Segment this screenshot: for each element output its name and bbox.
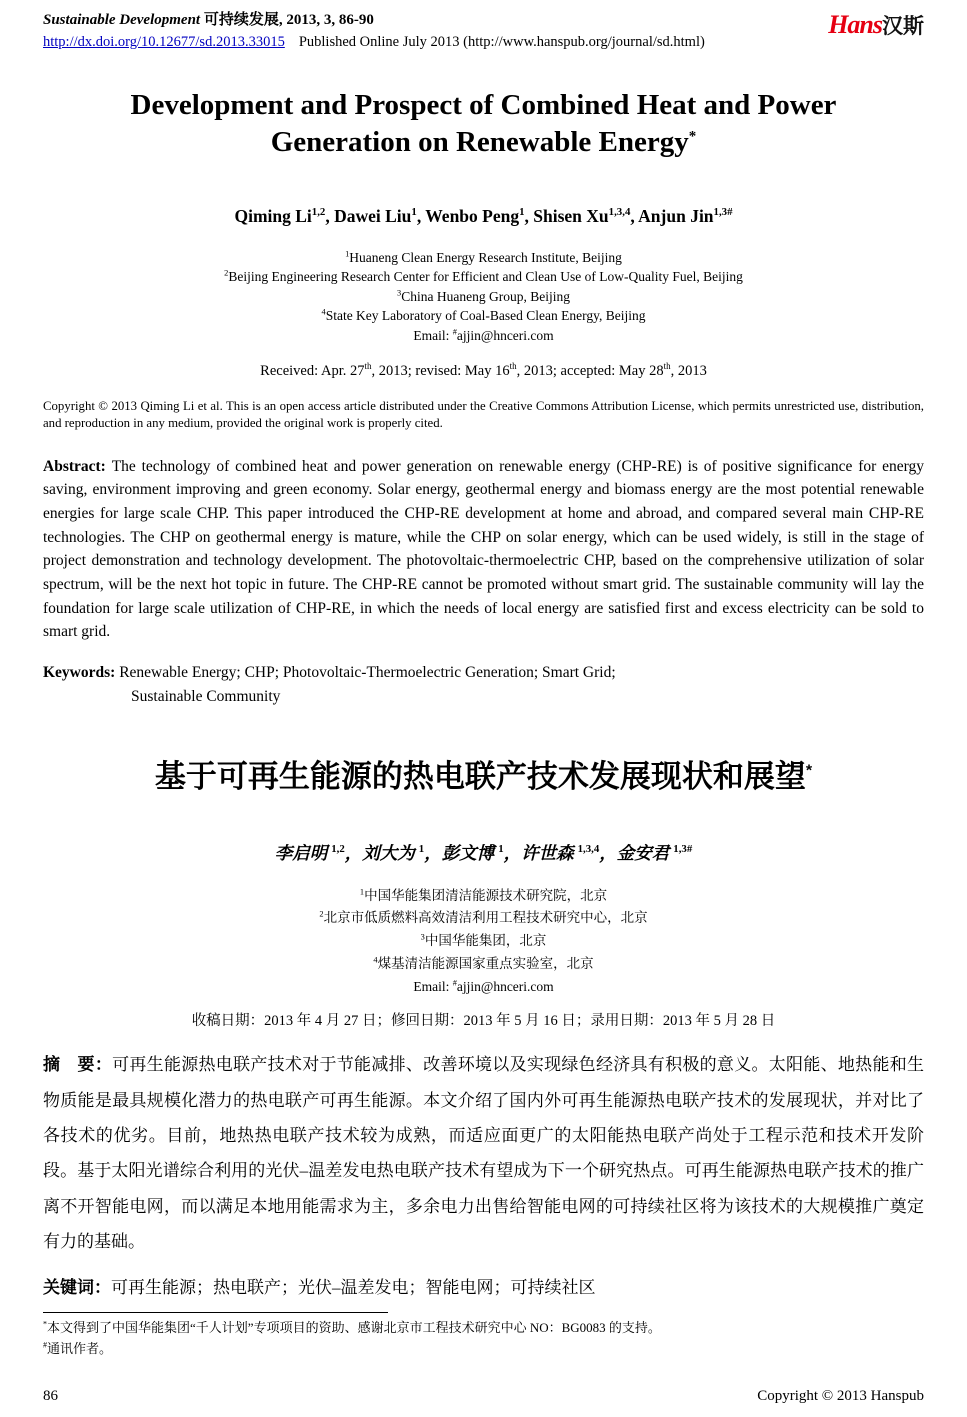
doi-line (43, 34, 705, 51)
author-name: 许世森 (521, 842, 574, 863)
doi-link[interactable]: http://dx.doi.org/10.12677/sd.2013.33015 (43, 34, 285, 50)
keywords-en (43, 661, 924, 708)
author-affil-sup: 1,3# (673, 842, 693, 855)
published-online-text: Published Online July 2013 (http://www.hanspub.org/journal/sd.html) (298, 34, 705, 50)
author-en: Dawei Liu$^1$, (334, 205, 426, 226)
page-footer (43, 1388, 924, 1405)
cn-title-footnote-marker: * (805, 762, 813, 780)
journal-line (43, 8, 705, 29)
affiliations-cn (43, 885, 924, 1000)
copyright-notice: Copyright © 2013 Qiming Li et al. This is an open access article distributed under the Creative Commons Attribution License, which permits unrestricted use, distribution, and reproduction in any medium, provided the original work is properly cited. (43, 399, 924, 431)
hans-logo-cn: 汉斯 (882, 14, 924, 38)
author-name: 彭文博 (441, 842, 495, 863)
keywords-cn: 关键词：可再生能源；热电联产；光伏–温差发电；智能电网；可持续社区 (43, 1278, 596, 1298)
journal-header-left (43, 8, 705, 51)
affiliation-line: $^4$煤基清洁能源国家重点实验室，北京 (373, 955, 594, 972)
email-address: ajjin@hnceri.com (456, 979, 554, 995)
author-affil-sup: 1,2 (311, 205, 326, 218)
abstract-cn (43, 1047, 924, 1259)
affiliation-line: $^2$Beijing Engineering Research Center for Efficient and Clean Use of Low-Quality Fuel, Beijing (224, 268, 743, 285)
footer-copyright: Copyright © 2013 Hanspub (757, 1388, 924, 1404)
author-name: 金安君 (616, 842, 670, 863)
author-affil-sup: 1,2 (331, 842, 345, 855)
author-name: Shisen Xu (533, 205, 609, 226)
title-footnote-marker: * (688, 128, 697, 145)
affiliation-line: $^4$State Key Laboratory of Coal-Based Clean Energy, Beijing (321, 307, 646, 324)
keywords-line-1: Keywords: Renewable Energy; CHP; Photovoltaic-Thermoelectric Generation; Smart Grid; (43, 664, 616, 682)
author-affil-sup: 1 (498, 842, 504, 855)
author-name: 刘大为 (362, 842, 415, 863)
author-name: Qiming Li (234, 205, 312, 226)
received-line-cn: 收稿日期：2013 年 4 月 27 日；修回日期：2013 年 5 月 16 日；录用日期：2013 年 5 月 28 日 (191, 1013, 776, 1030)
footnote-funding: *本文得到了中国华能集团“千人计划”专项项目的资助、感谢北京市工程技术研究中心 NO：BG0083 的支持。 (43, 1320, 661, 1336)
received-line-en: Received: Apr. 27th, 2013; revised: May 16th, 2013; accepted: May 28th, 2013 (260, 361, 707, 380)
title-line-2: Generation on Renewable Energy (270, 125, 689, 158)
author-affil-sup: 1 (411, 205, 417, 218)
footnote-corresponding-author: #通讯作者。 (43, 1340, 113, 1356)
author-affil-sup: 1 (418, 842, 425, 855)
author-affil-sup: 1,3,4 (577, 842, 600, 855)
abstract-text: The technology of combined heat and power generation on renewable energy (CHP-RE) is of positive significance for energy saving, environment improving and green economy. Solar energy, geothermal energy and biomass energy are the most potential renewable energies for large scale CHP. This paper introduced the CHP-RE development at home and abroad, and compared several main CHP-RE technologies. The CHP on geothermal energy is mature, while the CHP on solar energy, which can be used widely, is still in the stage of project demonstration and technology development. The photovoltaic-thermoelectric CHP, based on the comprehensive utilization of solar spectrum, will be the next hot topic in future. The CHP-RE cannot be promoted without smart grid. The sustainable community will lay the foundation for large scale utilization of CHP-RE, in which the needs of local energy are satisfied first and excess electricity can be sold to smart grid. (43, 457, 924, 641)
hans-publisher-logo (828, 8, 924, 40)
email-line-en: Email: #ajjin@hnceri.com (413, 327, 554, 343)
author-name: Wenbo Peng (425, 205, 520, 226)
email-line-cn: Email: #ajjin@hnceri.com (413, 978, 554, 995)
affiliation-line: $^1$中国华能集团清洁能源技术研究院，北京 (359, 887, 608, 903)
author-en (638, 206, 732, 226)
author-name: 李启明 (274, 842, 328, 863)
keywords-label: Keywords: (43, 664, 120, 682)
author-cn (617, 843, 692, 863)
author-affil-sup: 1,3,4 (608, 205, 631, 218)
affiliations-en (43, 248, 924, 346)
author-cn: 彭文博 $^1$， (441, 842, 522, 863)
title-line-1: Development and Prospect of Combined Heat and Power (130, 89, 837, 121)
keywords-line-2: Sustainable Community (131, 687, 281, 705)
author-cn: 刘大为 $^1$， (362, 842, 442, 863)
article-title-en (43, 87, 924, 161)
hans-logo-latin: Hans (828, 10, 882, 39)
author-en: Wenbo Peng$^1$, (425, 205, 534, 226)
author-name: Anjun Jin (638, 205, 714, 226)
author-en: Qiming Li$^{1,2}$, (234, 205, 335, 226)
article-title-cn: 基于可再生能源的热电联产技术发展现状和展望* (154, 758, 813, 794)
author-cn: 李启明 $^{1,2}$， (274, 842, 363, 863)
page-number: 86 (43, 1388, 58, 1404)
footnote-rule (43, 1312, 388, 1313)
author-affil-sup: 1,3# (713, 205, 733, 218)
authors-line-cn (43, 840, 924, 865)
affiliation-line: $^3$China Huaneng Group, Beijing (397, 288, 570, 304)
journal-title: Sustainable Development (43, 12, 201, 28)
author-affil-sup: 1 (519, 205, 525, 218)
journal-meta: 可持续发展, 2013, 3, 86-90 (200, 12, 374, 28)
abstract-label: Abstract: (43, 457, 112, 475)
author-name: Dawei Liu (334, 205, 412, 226)
author-cn: 许世森 $^{1,3,4}$， (521, 842, 617, 863)
affiliation-line: $^2$北京市低质燃料高效清洁利用工程技术研究中心，北京 (319, 909, 648, 926)
email-address: ajjin@hnceri.com (456, 327, 554, 343)
footnotes (43, 1312, 924, 1358)
affiliation-line: $^3$中国华能集团，北京 (420, 932, 547, 949)
affiliation-line: $^1$Huaneng Clean Energy Research Institute, Beijing (345, 249, 622, 265)
author-en: Shisen Xu$^{1,3,4}$, (533, 205, 639, 226)
authors-line-en (43, 206, 924, 227)
abstract-en (43, 455, 924, 645)
keywords-label-cn: 关键词： (43, 1278, 111, 1298)
abstract-label-cn: 摘 要： (43, 1055, 113, 1075)
abstract-text-cn: 可再生能源热电联产技术对于节能减排、改善环境以及实现绿色经济具有积极的意义。太阳能、地热能和生物质能是最具规模化潜力的热电联产可再生能源。本文介绍了国内外可再生能源热电联产技术的发展现状，并对比了各技术的优劣。目前，地热热电联产技术较为成熟，而适应面更广的太阳能热电联产尚处于工程示范和技术开发阶段。基于太阳光谱综合利用的光伏–温差发电热电联产技术有望成为下一个研究热点。可再生能源热电联产技术的推广离不开智能电网，而以满足本地用能需求为主，多余电力出售给智能电网的可持续社区将为该技术的大规模推广奠定有力的基础。 (43, 1055, 925, 1252)
journal-header (43, 8, 924, 51)
